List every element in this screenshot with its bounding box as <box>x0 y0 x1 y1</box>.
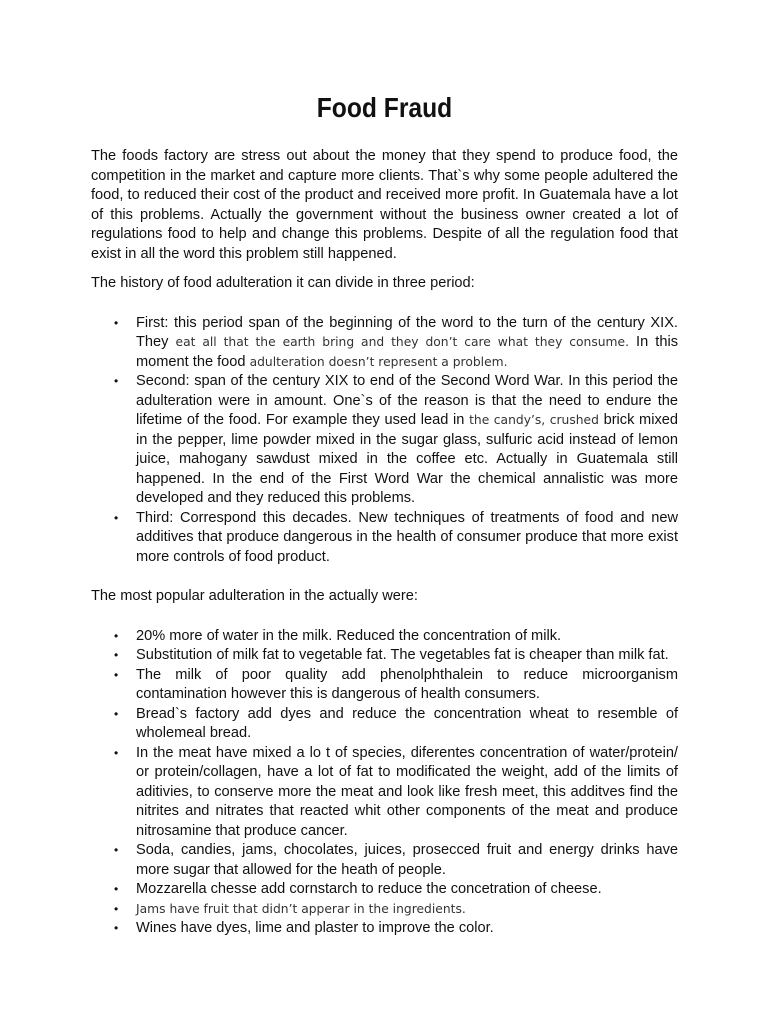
periods-list <box>91 314 678 568</box>
list-item <box>91 314 678 373</box>
bullet-icon: • <box>114 374 119 388</box>
list-item <box>91 744 678 842</box>
list-item <box>91 880 678 900</box>
bullet-icon: • <box>114 745 119 760</box>
adulteration-text: Soda, candies, jams, chocolates, juices, prosecced fruit and energy drinks have more sugar that allowed for the heath of people. <box>136 842 678 878</box>
list-item <box>91 646 678 666</box>
period-text: Third: Correspond this decades. New techniques of treatments of food and new additives that produce dangerous in the health of consumer produce that more exist more controls of food product. <box>136 509 678 565</box>
popular-heading: The most popular adulteration in the actually were: <box>91 588 418 604</box>
bullet-icon: • <box>114 667 119 682</box>
period-text-alt: the candy’s, crushed <box>469 413 599 427</box>
list-item <box>91 666 678 705</box>
period-text: First: this period span of the beginning of the word to the turn of the century XIX. They <box>136 314 678 350</box>
adulteration-text: In the meat have mixed a lo t of species, diferentes concentration of water/protein/ or protein/collagen, have a lot of fat to modificated the weight, add of the limits of aditivies, to conserve more the meat and look like fresh meet, this additves find the nitrites and nitrates that reacted whit other components of the meat and produce nitrosamine that produce cancer. <box>136 744 678 839</box>
adulteration-text: Wines have dyes, lime and plaster to improve the color. <box>136 920 494 936</box>
list-item <box>91 705 678 744</box>
adulteration-text: The milk of poor quality add phenolphthalein to reduce microorganism contamination however this is dangerous of health consumers. <box>136 666 678 702</box>
adulteration-text-alt: Jams have fruit that didn’t apperar in the ingredients. <box>136 901 466 916</box>
list-item <box>91 841 678 880</box>
bullet-icon: • <box>114 510 119 525</box>
adulteration-text: 20% more of water in the milk. Reduced the concentration of milk. <box>136 627 562 644</box>
document-page <box>91 88 678 949</box>
history-heading: The history of food adulteration it can divide in three period: <box>91 275 475 291</box>
list-item <box>91 372 678 509</box>
list-item <box>91 627 678 647</box>
document-title: Food Fraud <box>316 92 453 123</box>
bullet-icon: • <box>114 901 119 916</box>
period-text-alt: eat all that the earth bring and they don’t care what they consume. <box>175 335 629 349</box>
list-item <box>91 900 678 920</box>
bullet-icon: • <box>114 628 119 643</box>
bullet-icon: • <box>114 882 119 896</box>
adulteration-text: Bread`s factory add dyes and reduce the concentration wheat to resemble of wholemeal bread. <box>136 705 678 741</box>
bullet-icon: • <box>114 843 119 857</box>
bullet-icon: • <box>114 921 119 935</box>
adulteration-text: Substitution of milk fat to vegetable fat. The vegetables fat is cheaper than milk fat. <box>136 647 669 663</box>
period-text: brick mixed in the pepper, lime powder mixed in the sugar glass, sulfuric acid instead of lemon juice, mahogany sawdust mixed in the coffee etc. Actually in Guatemala still happened. In the end of the First Word War the chemical annalistic was more developed and they reduced this problems. <box>136 412 678 506</box>
adulteration-text: Mozzarella chesse add cornstarch to reduce the concetration of cheese. <box>136 881 602 897</box>
intro-paragraph: The foods factory are stress out about the money that they spend to produce food, the competition in the market and capture more clients. That`s why some people adultered the food, to reduced their cost of the product and received more profit. In Guatemala have a lot of this problems. Actually the government without the business owner created a lot of regulations food to help and change this problems. Despite of all the regulation food that exist in all the word this problem still happened. <box>91 148 678 262</box>
adulterations-list <box>91 627 678 939</box>
list-item <box>91 919 678 939</box>
bullet-icon: • <box>114 648 119 662</box>
bullet-icon: • <box>114 315 119 330</box>
bullet-icon: • <box>114 706 119 721</box>
period-text: Second: span of the century XIX to end of the Second Word War. In this period the adulteration were in amount. One`s of the reason is that the need to endure the lifetime of the food. For example they used lead in <box>136 373 678 428</box>
list-item <box>91 509 678 568</box>
period-text: In this moment the food <box>136 334 678 370</box>
period-text-alt: adulteration doesn’t represent a problem. <box>249 354 508 369</box>
